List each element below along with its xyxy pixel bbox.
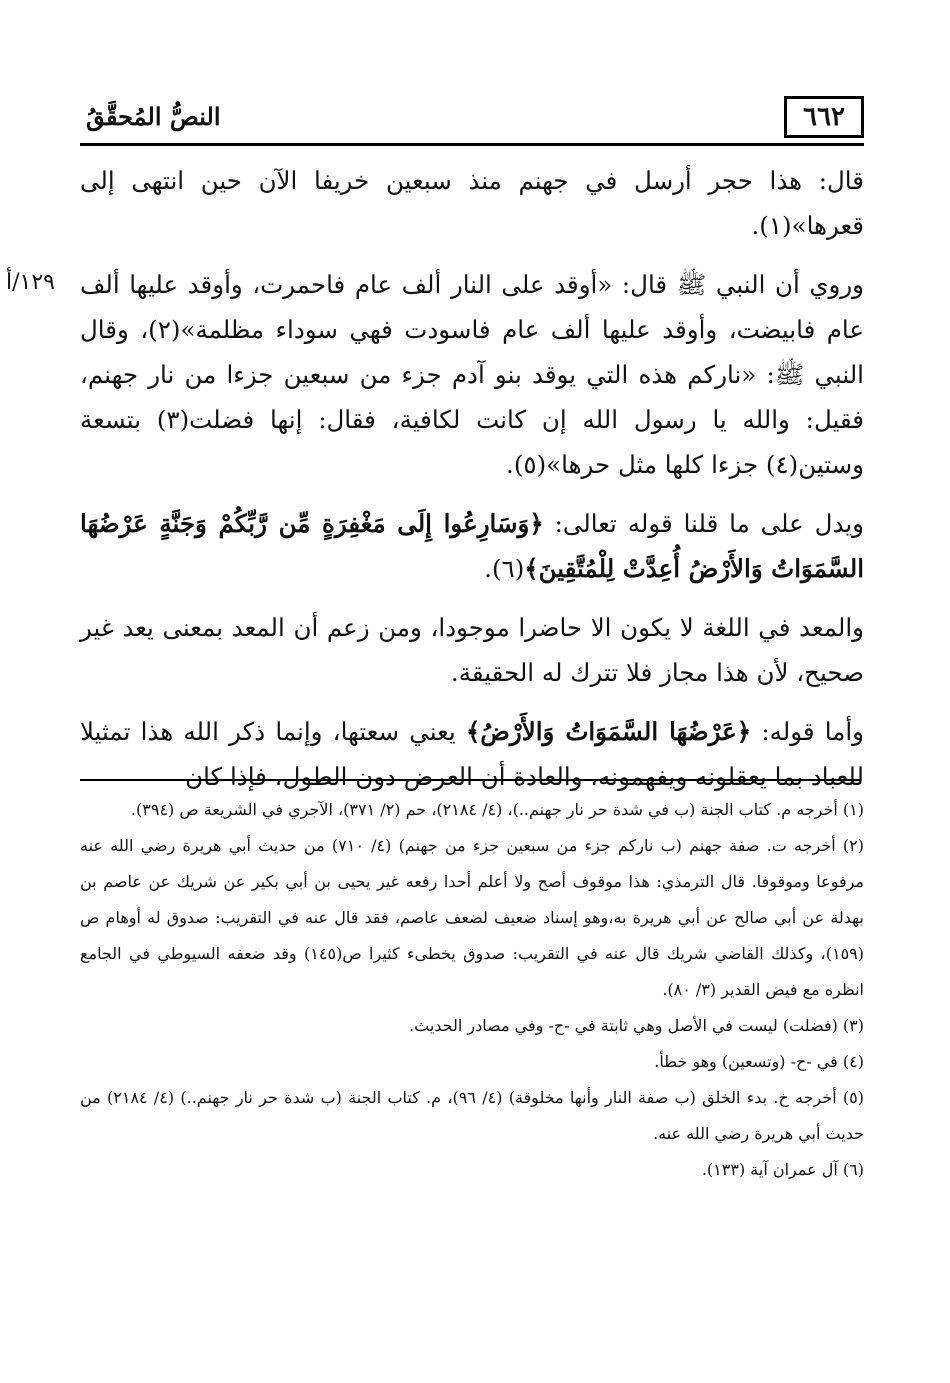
- paragraph-3-ref: (٦).: [484, 554, 525, 583]
- paragraph-3-intro: ويدل على ما قلنا قوله تعالى:: [543, 509, 864, 538]
- footnote-3: (٣) (فضلت) ليست في الأصل وهي ثابتة في -ح- وفي مصادر الحديث.: [409, 1016, 864, 1035]
- manuscript-folio-ref: ١٢٩/أ: [6, 270, 55, 295]
- footnote-4: (٤) في -ح- (وتسعين) وهو خطأ.: [654, 1052, 864, 1071]
- paragraph-3: [80, 501, 864, 591]
- paragraph-5-rest: يعني سعتها، وإنما ذكر الله هذا تمثيلا للعباد بما يعقلونه ويفهمونه، والعادة أن العرض دون الطول، فإذا كان: [80, 717, 864, 791]
- paragraph-5-intro: وأما قوله:: [751, 717, 864, 746]
- page-header: [80, 88, 864, 146]
- quran-verse-1: ﴿وَسَارِعُوا إِلَى مَغْفِرَةٍ مِّن رَّبِّكُمْ وَجَنَّةٍ عَرْضُهَا السَّمَوَاتُ وَالأَرْضُ أُعِدَّتْ لِلْمُتَّقِينَ﴾: [80, 509, 864, 583]
- paragraph-1: قال: هذا حجر أرسل في جهنم منذ سبعين خريفا الآن حين انتهى إلى قعرها»(١).: [80, 166, 864, 240]
- paragraph-5: [80, 709, 864, 799]
- footnote-1: (١) أخرجه م. كتاب الجنة (ب في شدة حر نار جهنم..)، (٤/ ٢١٨٤)، حم (٢/ ٣٧١)، الآجري في الشريعة ص (٣٩٤).: [130, 800, 864, 819]
- quran-verse-2: ﴿عَرْضُهَا السَّمَوَاتُ وَالأَرْضُ﴾: [465, 717, 752, 746]
- header-rule: [80, 143, 864, 146]
- footnote-2: (٢) أخرجه ت. صفة جهنم (ب ناركم جزء من سبعين جزء من جهنم) (٤/ ٧١٠) من حديث أبي هريرة رضي الله عنه مرفوعا وموقوفا. قال الترمذي: هذا موقوف أصح ولا أعلم أحدا رفعه غير يحيى بن أبي بكير عن شريك عن عاصم بن بهدلة عن أبي صالح عن أبي هريرة به،وهو إسناد ضعيف لضعف عاصم، فقد قال عنه في التقريب: صدوق له أوهام ص (١٥٩)، وكذلك القاضي شريك قال عنه في التقريب: صدوق يخطىء كثيرا ص(١٤٥) وقد ضعفه السيوطي في الجامع انظره مع فيض القدير (٣/ ٨٠).: [80, 836, 864, 999]
- page-number: ٦٦٢: [784, 96, 864, 138]
- footnote-6: (٦) آل عمران آية (١٣٣).: [701, 1160, 864, 1179]
- main-text: [80, 158, 864, 813]
- paragraph-4: والمعد في اللغة لا يكون الا حاضرا موجودا، ومن زعم أن المعد بمعنى يعد غير صحيح، لأن هذا مجاز فلا تترك له الحقيقة.: [80, 613, 864, 687]
- paragraph-2: وروي أن النبي ﷺ قال: «أوقد على النار ألف عام فاحمرت، وأوقد عليها ألف عام فابيضت، وأوقد عليها ألف عام فاسودت فهي سوداء مظلمة»(٢)، وقال النبي ﷺ: «ناركم هذه التي يوقد بنو آدم جزء من سبعين جزءا من نار جهنم، فقيل: والله يا رسول الله إن كانت لكافية، فقال: إنها فضلت(٣) بتسعة وستين(٤) جزءا كلها مثل حرها»(٥).: [80, 270, 864, 479]
- running-title: النصُّ المُحقَّقُ: [86, 102, 221, 131]
- footnote-separator: [80, 779, 860, 781]
- footnote-5: (٥) أخرجه خ. بدء الخلق (ب صفة النار وأنها مخلوقة) (٤/ ٩٦)، م. كتاب الجنة (ب شدة حر نار جهنم..) (٤/ ٢١٨٤) من حديث أبي هريرة رضي الله عنه.: [80, 1088, 864, 1143]
- footnotes: [80, 792, 864, 1188]
